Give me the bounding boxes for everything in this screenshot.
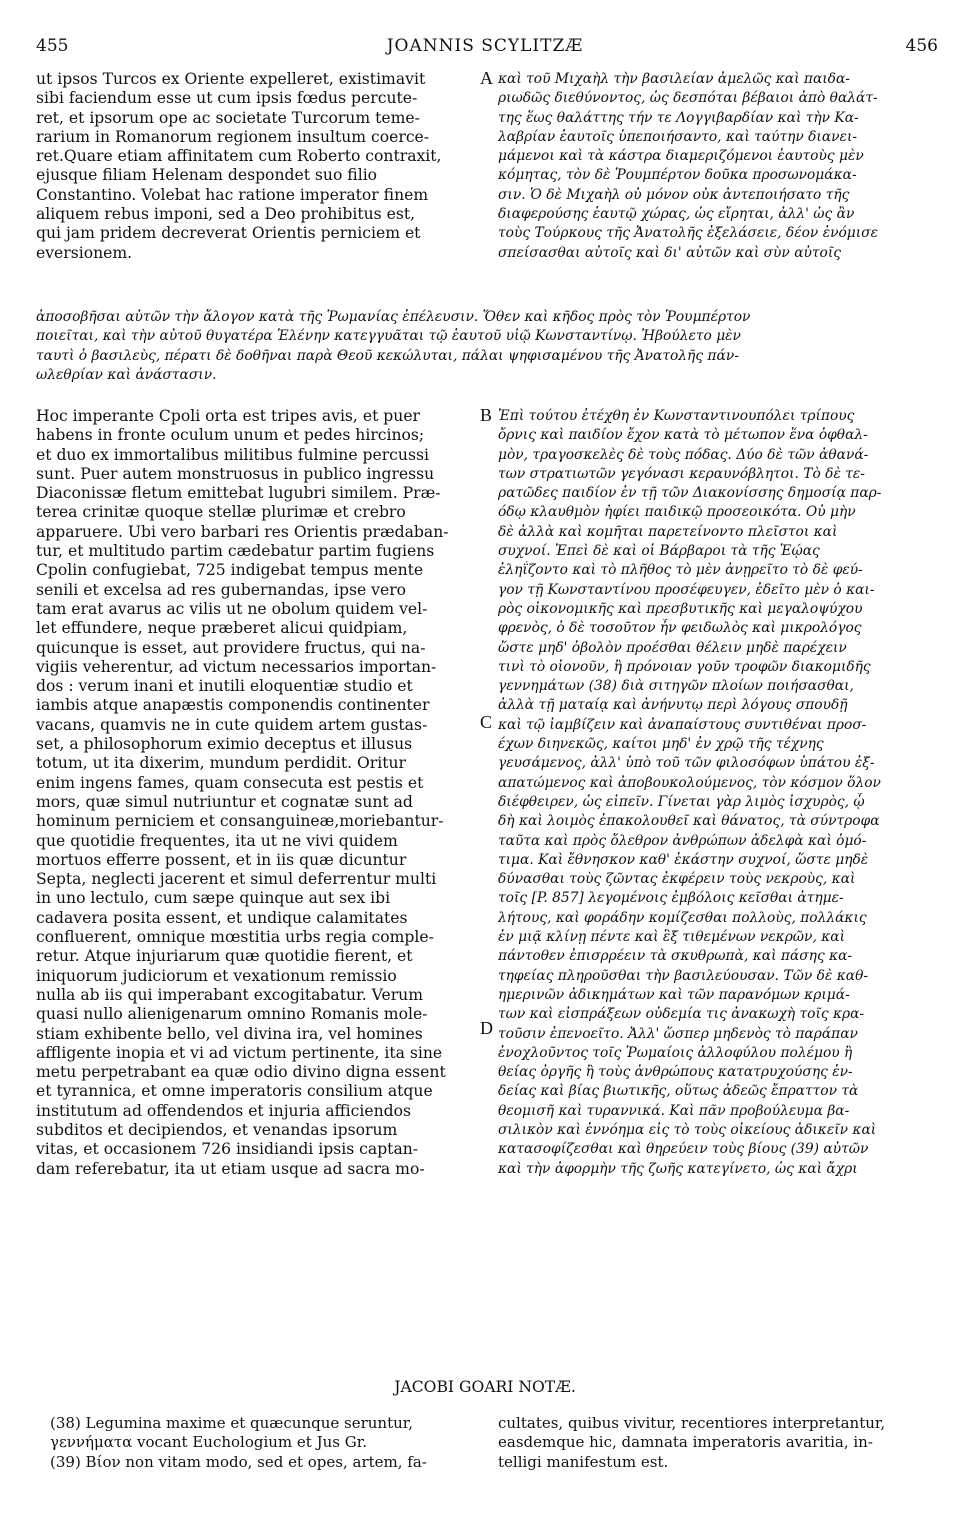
latin-column-lower	[36, 407, 476, 1179]
text-line: ρατῶδες παιδίον ἐν τῇ τῶν Διακονίσσης δημοσίᾳ παρ-	[498, 485, 882, 502]
running-title: JOANNIS SCYLITZÆ	[386, 36, 584, 56]
text-line: hominum perniciem et consanguineæ,moriebantur-	[36, 812, 444, 831]
text-line: θεομισῆ καὶ τυραννικά. Καὶ πᾶν προβούλευμα βα-	[498, 1102, 850, 1119]
text-line: καὶ τοῦ Μιχαὴλ τὴν βασιλείαν ἀμελῶς καὶ παιδα-	[498, 71, 850, 87]
text-line: ἀλλὰ τῇ ματαίᾳ καὶ ἀνήνυτῳ περὶ λόγους σπουδῇ	[498, 697, 848, 714]
text-line: συχνοί. Ἐπεὶ δὲ καὶ οἱ Βάρβαροι τὰ τῆς Ἑῴας	[498, 543, 820, 560]
text-line: Diaconissæ fletum emittebat lugubri similem. Præ-	[36, 484, 441, 503]
text-line: ret, et ipsorum ope ac societate Turcorum teme-	[36, 108, 420, 127]
text-line: θείας ὀργῆς ἢ τοὺς ἀνθρώπους κατατρυχούσης ἐν-	[498, 1064, 853, 1081]
text-line: quasi nullo alienigenarum omnino Romanis mole-	[36, 1005, 428, 1024]
text-line: κόμητας, τὸν δὲ Ῥουμπέρτον δοῦκα προσωνομάκα-	[498, 167, 857, 184]
text-line: iniquorum judiciorum et vexationum remissio	[36, 966, 397, 985]
section-marker-c: C	[480, 712, 493, 732]
text-line: sibi faciendum esse ut cum ipsis fœdus percute-	[36, 89, 418, 108]
text-line: mors, quæ simul nutriuntur et cognatæ sunt ad	[36, 792, 413, 811]
text-line: stiam exhibente bello, vel divina ira, vel homines	[36, 1024, 423, 1043]
text-line: τοὺς Τούρκους τῆς Ἀνατολῆς ἐξελάσειε, δέον ἐνόμισε	[498, 225, 879, 242]
text-line: enim ingens fames, quam consecuta est pestis et	[36, 773, 424, 792]
text-line: όδῳ κλαυθμὸν ἠφίει παιδικῷ προσεοικότα. Οὐ μὴν	[498, 504, 856, 521]
text-line: Cpolin confugiebat, 725 indigebat tempus mente	[36, 561, 424, 580]
section-marker-d: D	[480, 1018, 493, 1038]
text-line: Septa, neglecti jacerent et simul deferrentur multi	[36, 870, 437, 889]
text-line: cultates, quibus vivitur, recentiores interpretantur,	[498, 1414, 886, 1432]
text-line: et duo ex immortalibus militibus fulmine percussi	[36, 445, 429, 464]
text-line: metu perpetrabant ea quæ odio divino digna essent	[36, 1063, 446, 1082]
greek-spanning-text	[36, 308, 936, 385]
text-line: cadavera posita essent, et undique calamitates	[36, 908, 408, 927]
text-line: ριωδῶς διεθύνοντος, ὡς δεσπόται βέβαιοι ἀπὸ θαλάτ-	[498, 90, 878, 107]
text-line: λήτους, καὶ φοράδην κομίζεσθαι πολλοὺς, πολλάκις	[498, 909, 867, 926]
text-line: set, a philosophorum eximio deceptus et illusus	[36, 735, 413, 754]
right-page-number: 456	[905, 36, 938, 56]
text-line: qui jam pridem decreverat Orientis perniciem et	[36, 224, 421, 243]
text-line: ημερινῶν ἀδικημάτων καὶ τῶν παρανόμων κριμά-	[498, 986, 850, 1003]
text-line: γεννήματα vocant Euchologium et Jus Gr.	[50, 1433, 368, 1452]
text-line: ἐνοχλοῦντος τοῖς Ῥωμαίοις ἀλλοφύλου πολέμου ἢ	[498, 1044, 853, 1061]
text-line: habens in fronte oculum unum et pedes hircinos;	[36, 426, 425, 445]
text-line: rarium in Romanorum regionem insultum coerce-	[36, 127, 430, 146]
text-line: ταυτὶ ὁ βασιλεὺς, πέρατι δὲ δοθῆναι παρὰ Θεοῦ κεκώλυται, πάλαι ψηφισαμένου τῆς Ἀνατολῆς πάν-	[36, 347, 739, 364]
text-line: affligente inopia et vi ad victum pertinente, ita sine	[36, 1043, 443, 1062]
text-line: ἐληΐζοντο καὶ τὸ πλῆθος τὸ μὲν ἀνῃρεῖτο τὸ δὲ φεύ-	[498, 562, 863, 579]
text-line: των καὶ εἰσπράξεων οὐδεμία τις ἀνακωχὴ τοῖς κρα-	[498, 1006, 865, 1023]
text-line: τοῦσιν ἐπενοεῖτο. Ἀλλ' ὥσπερ μηδενὸς τὸ παράπαν	[498, 1025, 858, 1042]
text-line: que quotidie frequentes, ita ut ne vivi quidem	[36, 831, 398, 850]
text-line: διαφερούσης ἑαυτῷ χώρας, ὡς εἴρηται, ἀλλ' ὡς ἂν	[498, 206, 855, 223]
notes-right-column	[498, 1414, 938, 1472]
text-line: ρὸς οἰκονομικῆς καὶ πρεσβυτικῆς καὶ μεγαλοψύχου	[498, 600, 863, 617]
text-line: μάμενοι καὶ τὰ κάστρα διαμεριζόμενοι ἑαυτοὺς μὲν	[498, 148, 864, 165]
text-line: subditos et decipiendos, et venandas ipsorum	[36, 1120, 398, 1139]
text-line: iambis atque anapæstis componendis continenter	[36, 696, 430, 715]
text-line: σπείσασθαι αὐτοῖς καὶ δι' αὐτῶν καὶ σὺν αὐτοῖς	[498, 244, 841, 261]
text-line: τηφείας πληροῦσθαι τὴν βασιλεύουσαν. Τῶν δὲ καθ-	[498, 967, 869, 984]
text-line: in uno lectulo, cum sæpe quinque aut sex ibi	[36, 889, 391, 908]
text-line: κατασοφίζεσθαι καὶ θηρεύειν τοὺς βίους (39) αὐτῶν	[498, 1141, 869, 1158]
text-line: mortuos efferre possent, et in iis quæ dicuntur	[36, 850, 407, 869]
latin-column-top	[36, 70, 476, 263]
text-line: retur. Atque injuriarum quæ quotidie fierent, et	[36, 947, 413, 966]
section-marker-b: B	[480, 405, 493, 425]
text-line: Ἐπὶ τούτου ἐτέχθη ἐν Κωνσταντινουπόλει τρίπους	[498, 408, 855, 424]
text-line: Constantino. Volebat hac ratione imperator finem	[36, 185, 429, 204]
text-line: ut ipsos Turcos ex Oriente expelleret, existimavit	[36, 70, 426, 88]
text-line: ὄρνις καὶ παιδίον ἔχον κατὰ τὸ μέτωπον ἕνα ὀφθαλ-	[498, 427, 868, 444]
text-line: της ἕως θαλάττης τήν τε Λογγιβαρδίαν καὶ τὴν Κα-	[498, 109, 859, 126]
text-line: nulla ab iis qui imperabant excogitabatur. Verum	[36, 985, 423, 1004]
text-line: confluerent, omnique mœstitia urbs regia comple-	[36, 928, 434, 947]
text-line: δύνασθαι τοὺς ζῶντας ἐκφέρειν τοὺς νεκροὺς, καὶ	[498, 871, 856, 888]
text-line: ret.Quare etiam affinitatem cum Roberto contraxit,	[36, 147, 442, 166]
text-line: easdemque hic, damnata imperatoris avaritia, in-	[498, 1433, 873, 1452]
text-line: δείας καὶ βίας βιωτικῆς, οὕτως ἀδεῶς ἔπραττον τὰ	[498, 1083, 859, 1100]
text-line: μὸν, τραγοσκελὲς δὲ τοὺς πόδας. Δύο δὲ τῶν ἀθανά-	[498, 446, 869, 463]
text-line: ὥστε μηδ' ὀβολὸν προέσθαι θέλειν μηδὲ παρέχειν	[498, 639, 847, 656]
text-line: eversionem.	[36, 243, 133, 262]
text-line: senili et excelsa ad res gubernandas, ipse vero	[36, 580, 407, 599]
greek-column-top	[498, 70, 938, 263]
notes-heading: JACOBI GOARI NOTÆ.	[394, 1378, 576, 1396]
text-line: έχων διηνεκῶς, καίτοι μηδ' ἐν χρῷ τῆς τέχνης	[498, 736, 824, 753]
text-line: vigiis veherentur, ad victum necessarios importan-	[36, 657, 437, 676]
text-line: τοῖς [P. 857] λεγομένοις ἐμβόλοις κεῖσθαι ἀτημε-	[498, 890, 844, 907]
left-page-number: 455	[36, 36, 69, 56]
text-line: των στρατιωτῶν γεγόνασι κεραυνόβλητοι. Τὸ δὲ τε-	[498, 465, 865, 482]
text-line: apparuere. Ubi vero barbari res Orientis prædaban-	[36, 522, 449, 541]
text-line: τιμα. Καὶ ἔθνησκον καθ' ἑκάστην συχνοί, ὥστε μηδὲ	[498, 851, 869, 868]
text-line: γεννημάτων (38) διὰ σιτηγῶν πλοίων ποιήσασθαι,	[498, 678, 854, 695]
text-line: dos : verum inani et inutili eloquentiæ studio et	[36, 677, 413, 696]
text-line: vacans, quamvis ne in cute quidem artem gustas-	[36, 715, 428, 734]
text-line: tur, et multitudo partim cædebatur partim fugiens	[36, 542, 435, 561]
notes-left-column	[50, 1414, 480, 1472]
text-line: totum, ut ita dixerim, mundum perdidit. Oritur	[36, 754, 406, 773]
text-line: καὶ τῷ ἰαμβίζειν καὶ ἀναπαίστους συντιθέναι προσ-	[498, 716, 867, 733]
text-line: καὶ τὴν ἀφορμὴν τῆς ζωῆς κατεγίνετο, ὡς καὶ ἄχρι	[498, 1160, 858, 1177]
text-line: sunt. Puer autem monstruosus in publico ingressu	[36, 464, 435, 483]
text-line: terea crinitæ quoque stellæ plurimæ et crebro	[36, 503, 406, 522]
text-line: φρενὸς, ὁ δὲ τοσοῦτον ἦν φειδωλὸς καὶ μικρολόγος	[498, 620, 862, 637]
text-line: σιλικὸν καὶ ἐννόημα εἰς τὸ τοὺς οἰκείους ἀδικεῖν καὶ	[498, 1121, 877, 1138]
text-line: απατώμενος καὶ ἀποβουκολούμενος, τὸν κόσμον ὅλον	[498, 774, 881, 791]
text-line: λαβρίαν ἑαυτοῖς ὑπεποιήσαντο, καὶ ταύτην διανει-	[498, 128, 858, 145]
text-line: ταῦτα καὶ πρὸς ὄλεθρον ἀνθρώπων ἀδελφὰ καὶ ὁμό-	[498, 832, 867, 849]
text-line: (39) Bίον non vitam modo, sed et opes, artem, fa-	[50, 1452, 427, 1471]
text-line: telligi manifestum est.	[498, 1452, 669, 1471]
text-line: dam referebatur, ita ut etiam usque ad sacra mo-	[36, 1159, 425, 1178]
text-line: τινὶ τὸ οἱονοῦν, ἢ πρόνοιαν γοῦν τροφῶν διακομιδῆς	[498, 658, 871, 675]
text-line: δὲ ἀλλὰ καὶ κομῆται παρετείνοντο πλεῖστοι καὶ	[498, 523, 838, 540]
text-line: institutum ad offendendos et injuria afficiendos	[36, 1101, 411, 1120]
text-line: et tyrannica, et omne imperatoris consilium atque	[36, 1082, 433, 1101]
text-line: πάντοθεν ἐπισρρέειν τὰ σκυθρωπὰ, καὶ πάσης κα-	[498, 948, 853, 965]
text-line: διέφθειρεν, ὡς εἰπεῖν. Γίνεται γὰρ λιμὸς ἰσχυρὸς, ᾧ	[498, 793, 865, 810]
text-line: ἐν μιᾷ κλίνῃ πέντε καὶ ἓξ τιθεμένων νεκρῶν, καὶ	[498, 929, 845, 946]
text-line: δὴ καὶ λοιμὸς ἐπακολουθεῖ καὶ θάνατος, τὰ σύντροφα	[498, 813, 880, 830]
section-marker-a: A	[480, 68, 493, 88]
text-line: (38) Legumina maxime et quæcunque seruntur,	[50, 1414, 414, 1432]
text-line: ἀποσοβῆσαι αὐτῶν τὴν ἄλογον κατὰ τῆς Ῥωμανίας ἐπέλευσιν. Ὅθεν καὶ κῆδος πρὸς τὸν Ῥουμπέρτον	[36, 309, 751, 325]
text-line: γευσάμενος, ἀλλ' ὑπὸ τοῦ τῶν φιλοσόφων ὑπάτου ἐξ-	[498, 755, 875, 772]
text-line: aliquem rebus imponi, sed a Deo prohibitus est,	[36, 205, 416, 224]
text-line: ωλεθρίαν καὶ ἀνάστασιν.	[36, 366, 217, 383]
text-line: γον τῇ Κωνσταντίνου προσέφευγεν, ἐδεῖτο μὲν ὁ και-	[498, 581, 875, 598]
text-line: ποιεῖται, καὶ τὴν αὐτοῦ θυγατέρα Ἑλένην κατεγγυᾶται τῷ ἑαυτοῦ υἱῷ Κωνσταντίνῳ. Ἠβούλετο μὲν	[36, 328, 741, 345]
greek-column-lower	[498, 407, 938, 1179]
text-line: quicunque is esset, aut providere fructus, qui na-	[36, 638, 426, 657]
text-line: σιν. Ὁ δὲ Μιχαὴλ οὐ μόνον οὐκ ἀντεποιήσατο τῆς	[498, 186, 850, 203]
text-line: Hoc imperante Cpoli orta est tripes avis, et puer	[36, 407, 421, 425]
text-line: tam erat avarus ac vilis ut ne obolum quidem vel-	[36, 599, 428, 618]
text-line: vitas, et occasionem 726 insidiandi ipsis captan-	[36, 1140, 419, 1159]
text-line: let effundere, neque præberet alicui quidpiam,	[36, 619, 408, 638]
text-line: ejusque filiam Helenam despondet suo filio	[36, 166, 378, 185]
